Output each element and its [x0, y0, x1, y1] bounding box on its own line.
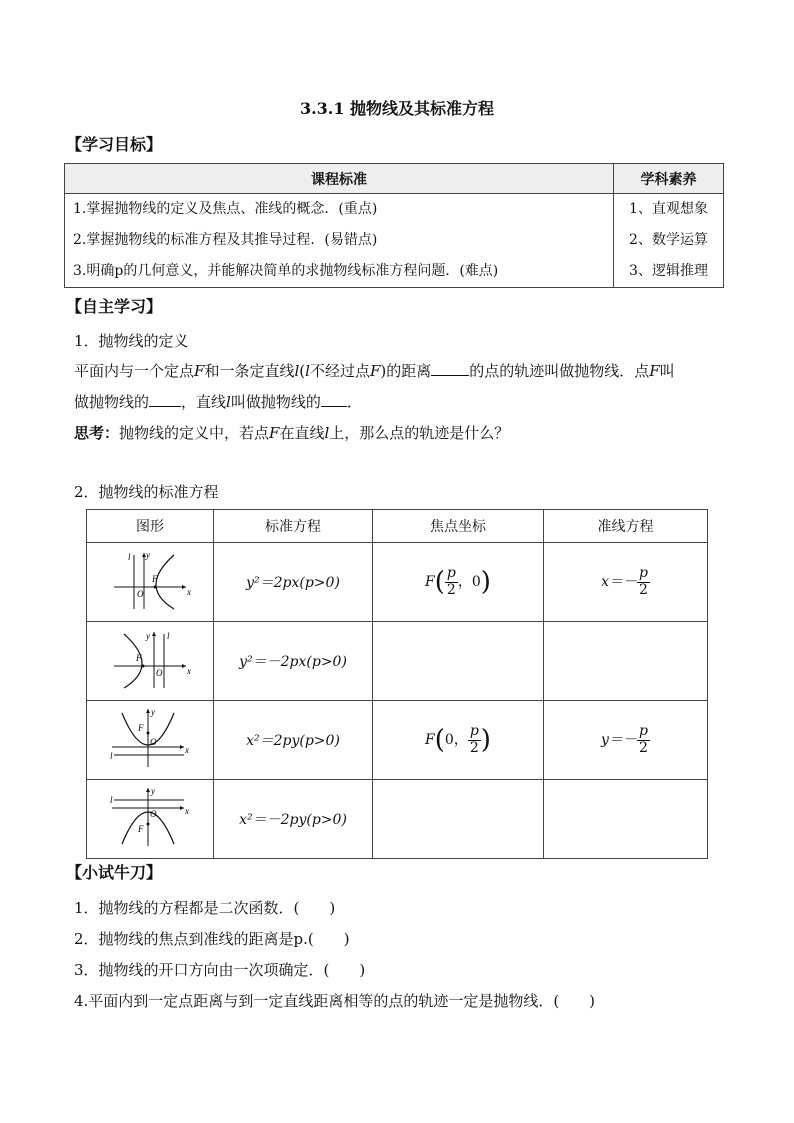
definition-line-2: 做抛物线的 ，直线l叫做抛物线的 ． — [74, 393, 362, 411]
literacy-item: 2、数学运算 — [629, 232, 708, 248]
parabola-left-diagram — [108, 628, 192, 690]
focus-cell: F(0， $\frac{p}{2}$ ) — [373, 701, 544, 780]
focus-label: F — [138, 723, 144, 733]
trial-item: 3．抛物线的开口方向由一次项确定．( ) — [74, 961, 366, 979]
definition-line-1: 平面内与一个定点F和一条定直线l(l不经过点F)的距离 的点的轨迹叫做抛物线．点F叫 — [74, 362, 675, 380]
focus-cell-empty[interactable] — [373, 622, 544, 701]
standard-eq-cell: y²＝2px(p>0) — [214, 543, 373, 622]
section-heading-goals: 【学习目标】 — [66, 135, 163, 154]
y-axis-label: y — [151, 707, 155, 717]
parabola-right-diagram — [108, 549, 192, 611]
focus-cell-empty[interactable] — [373, 780, 544, 859]
parabola-figure — [87, 543, 214, 622]
focus-label: F — [152, 574, 158, 584]
answer-blank[interactable] — [431, 361, 469, 376]
section-heading-self-study: 【自主学习】 — [66, 297, 163, 316]
y-axis-label: y — [151, 786, 155, 796]
line-label: l — [110, 795, 113, 805]
trial-item: 2．抛物线的焦点到准线的距离是p.( ) — [74, 930, 350, 948]
parabola-figure — [87, 701, 214, 780]
table-row — [87, 543, 708, 622]
parabola-down-diagram — [108, 786, 192, 848]
y-axis-label: y — [146, 550, 150, 560]
y-axis-label: y — [146, 631, 150, 641]
header-standard-eq: 标准方程 — [214, 510, 373, 543]
standard-equation-table — [86, 509, 708, 859]
header-course-standard: 课程标准 — [65, 164, 614, 194]
directrix-cell: x＝－ $\frac{p}{2}$ — [544, 543, 708, 622]
section-heading-trial: 【小试牛刀】 — [66, 863, 163, 882]
table-row — [87, 701, 708, 780]
directrix-cell: y＝－ $\frac{p}{2}$ — [544, 701, 708, 780]
parabola-up-diagram — [108, 707, 192, 769]
x-axis-label: x — [185, 745, 189, 755]
focus-cell: F( $\frac{p}{2}$ ，0) — [373, 543, 544, 622]
focus-label: F — [138, 824, 144, 834]
table-row — [87, 622, 708, 701]
parabola-figure — [87, 780, 214, 859]
parabola-figure — [87, 622, 214, 701]
origin-label: O — [156, 668, 163, 678]
table-row — [87, 780, 708, 859]
standard-item: 1.掌握抛物线的定义及焦点、准线的概念．(重点) — [73, 201, 378, 217]
directrix-cell-empty[interactable] — [544, 780, 708, 859]
trial-item: 1．抛物线的方程都是二次函数．( ) — [74, 899, 336, 917]
x-axis-label: x — [185, 806, 189, 816]
learning-goals-table — [64, 163, 724, 288]
standard-item: 3.明确p的几何意义，并能解决简单的求抛物线标准方程问题．(难点) — [73, 263, 499, 279]
focus-label: F — [136, 653, 142, 663]
standard-eq-heading: 2．抛物线的标准方程 — [74, 483, 219, 501]
line-label: l — [167, 631, 170, 641]
standard-eq-cell: x²＝－2py(p>0) — [214, 780, 373, 859]
literacy-item: 1、直观想象 — [629, 201, 708, 217]
header-focus: 焦点坐标 — [373, 510, 544, 543]
literacy-cell — [614, 194, 724, 288]
think-question: 思考：抛物线的定义中，若点F在直线l上，那么点的轨迹是什么？ — [74, 424, 510, 442]
standard-item: 2.掌握抛物线的标准方程及其推导过程．(易错点) — [73, 232, 378, 248]
definition-heading: 1．抛物线的定义 — [74, 332, 189, 350]
answer-blank[interactable] — [149, 392, 181, 407]
answer-blank[interactable] — [321, 392, 347, 407]
trial-item: 4.平面内到一定点距离与到一定直线距离相等的点的轨迹一定是抛物线．( ) — [74, 992, 596, 1010]
directrix-cell-empty[interactable] — [544, 622, 708, 701]
origin-label: O — [137, 589, 144, 599]
x-axis-label: x — [187, 666, 191, 676]
x-axis-label: x — [187, 587, 191, 597]
literacy-item: 3、逻辑推理 — [629, 263, 708, 279]
standards-cell — [65, 194, 614, 288]
header-figure: 图形 — [87, 510, 214, 543]
header-directrix: 准线方程 — [544, 510, 708, 543]
origin-label: O — [150, 737, 157, 747]
origin-label: O — [150, 809, 157, 819]
standard-eq-cell: y²＝－2px(p>0) — [214, 622, 373, 701]
page-title: 3.3.1 抛物线及其标准方程 — [299, 99, 495, 118]
standard-eq-cell: x²＝2py(p>0) — [214, 701, 373, 780]
line-label: l — [128, 552, 131, 562]
line-label: l — [110, 751, 113, 761]
header-subject-literacy: 学科素养 — [614, 164, 724, 194]
